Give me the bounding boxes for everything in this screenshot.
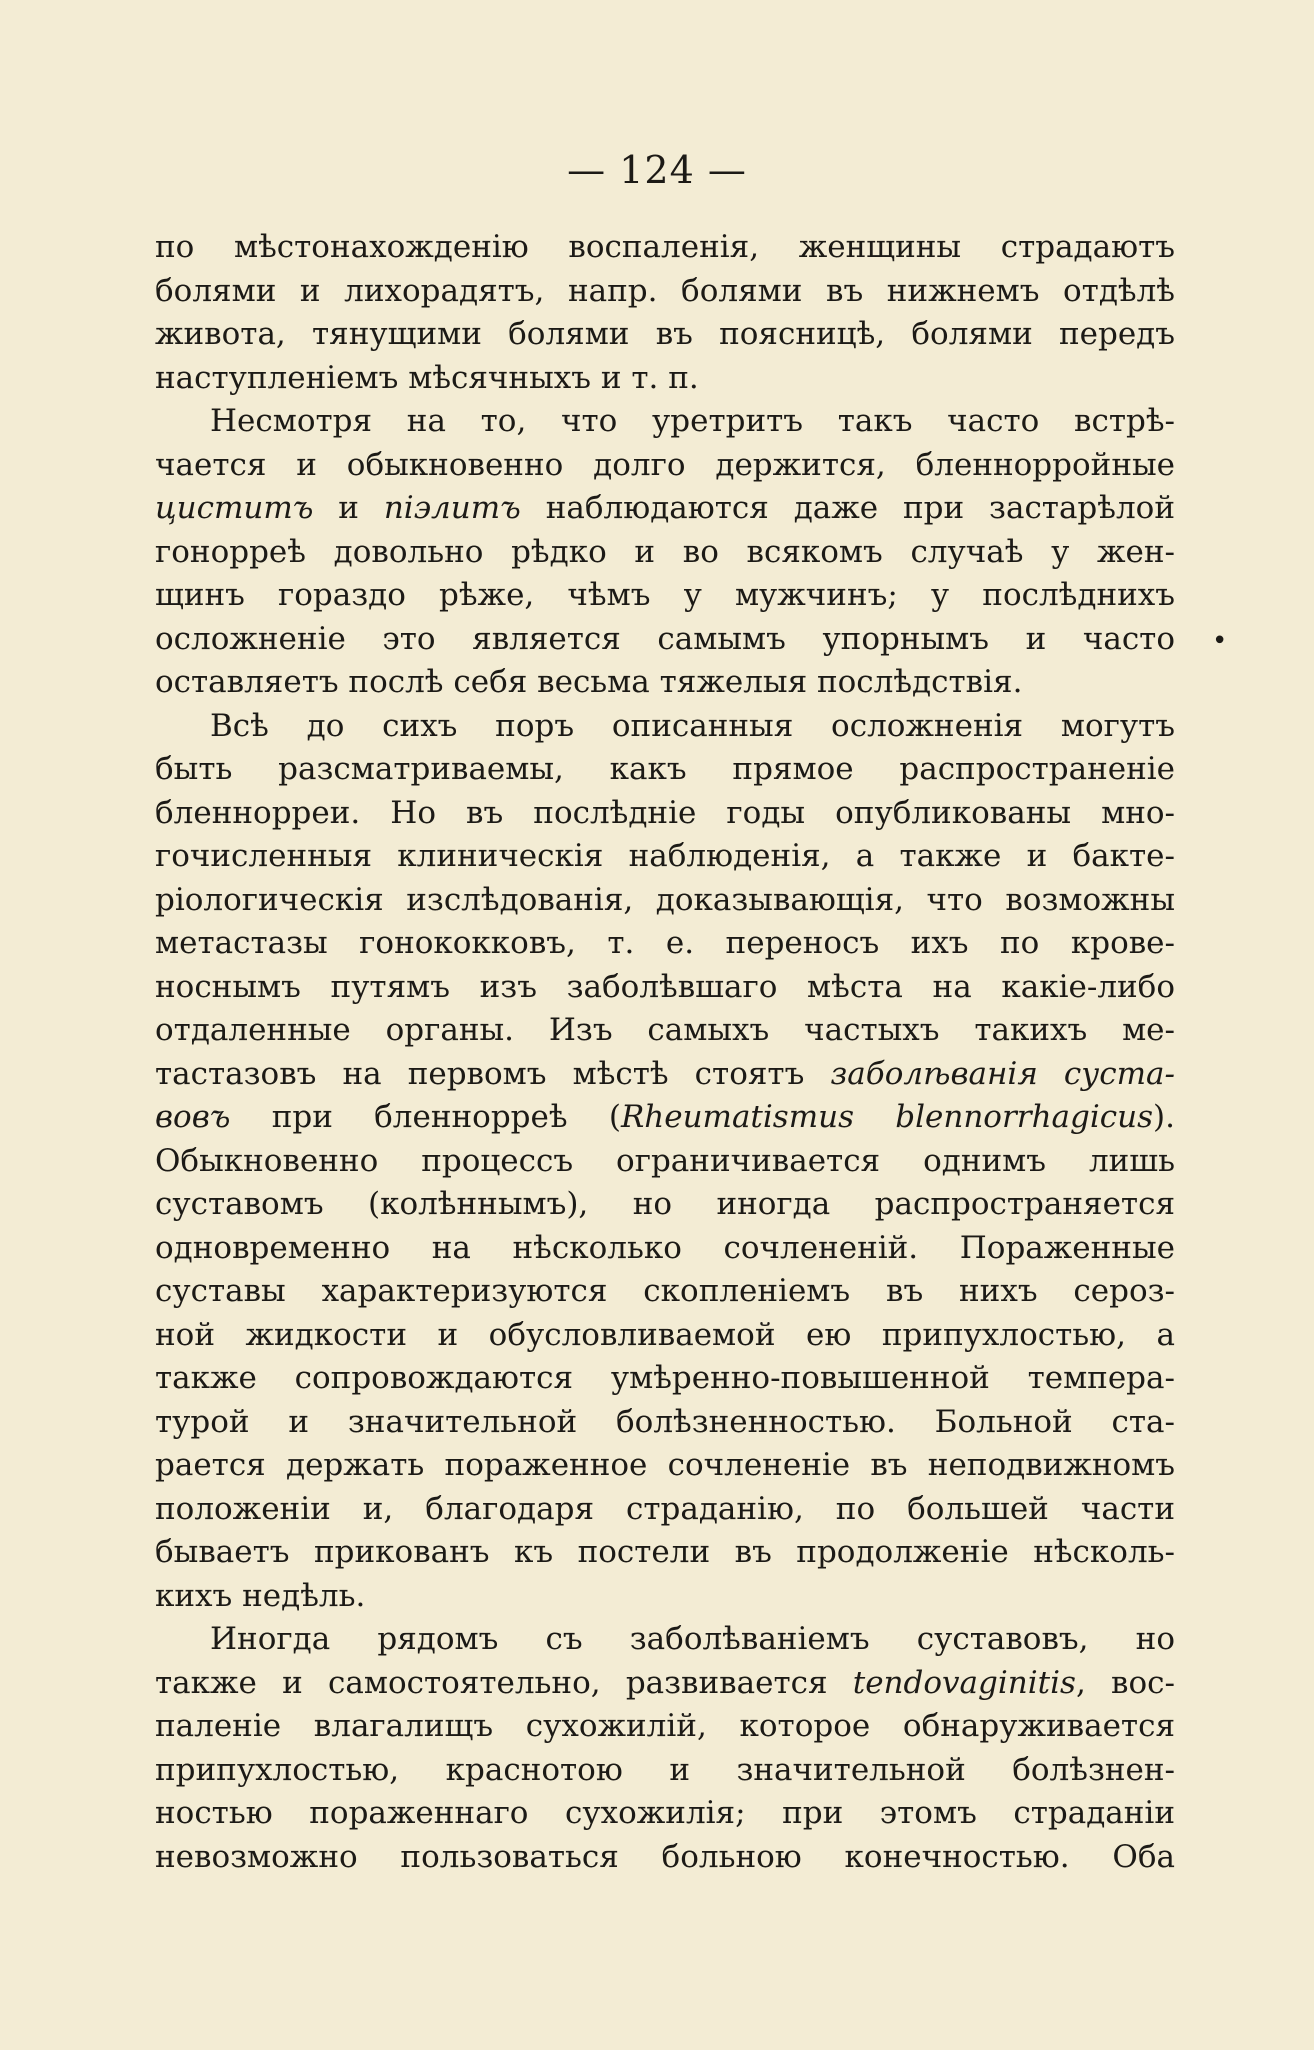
text-run: наблюдаются даже при застарѣлой [520, 490, 1175, 526]
text-run: при бленнорреѣ ( [230, 1099, 621, 1135]
text-line [155, 1270, 1175, 1314]
text-run: наступленіемъ мѣсячныхъ и т. п. [155, 359, 699, 396]
text-line [155, 748, 1175, 792]
text-line [155, 1792, 1175, 1836]
text-run: отдаленные органы. Изъ самыхъ частыхъ такихъ ме- [155, 1012, 1175, 1048]
text-line [155, 226, 1175, 270]
text-run: Обыкновенно процессъ ограничивается однимъ лишь [155, 1142, 1175, 1179]
text-line [155, 1140, 1175, 1184]
text-line [155, 661, 1175, 705]
text-run: суставы характеризуются скопленіемъ въ нихъ сероз- [155, 1273, 1175, 1309]
text-run: быть разсматриваемы, какъ прямое распространеніе [155, 751, 1175, 787]
text-run: гонорреѣ довольно рѣдко и во всякомъ случаѣ у жен- [155, 533, 1175, 570]
text-run: положеніи и, благодаря страданію, по большей части [155, 1490, 1175, 1527]
text-run: по мѣстонахожденію воспаленія, женщины страдаютъ [155, 229, 1175, 265]
italic-term: циститъ [155, 490, 314, 526]
text-line [155, 792, 1175, 836]
text-run: метастазы гонококковъ, т. е. переносъ ихъ по крове- [155, 925, 1175, 961]
italic-term: Rheumatismus blennorrhagicus [620, 1099, 1154, 1135]
text-run: чается и обыкновенно долго держится, бленнорройные [155, 446, 1175, 483]
text-line [155, 1444, 1175, 1488]
text-line [155, 705, 1175, 749]
text-run: паленіе влагалищъ сухожилій, которое обнаруживается [155, 1708, 1175, 1744]
text-line [155, 1009, 1175, 1053]
text-run: суставомъ (колѣннымъ), но иногда распространяется [155, 1186, 1175, 1222]
text-line [155, 1053, 1175, 1097]
text-line [155, 487, 1175, 531]
text-line [155, 531, 1175, 575]
text-line [155, 1096, 1175, 1140]
text-line [155, 1705, 1175, 1749]
italic-term: вовъ [155, 1099, 231, 1135]
text-run: Иногда рядомъ съ заболѣваніемъ суставовъ, но [210, 1621, 1175, 1657]
text-run: осложненіе это является самымъ упорнымъ и часто [155, 620, 1175, 657]
text-line [155, 835, 1175, 879]
text-run: кихъ недѣль. [155, 1577, 366, 1614]
text-run: Всѣ до сихъ поръ описанныя осложненія могутъ [210, 707, 1175, 744]
text-run: также сопровождаются умѣренно-повышенной темпера- [155, 1360, 1175, 1396]
text-line [155, 1836, 1175, 1880]
text-run: турой и значительной болѣзненностью. Больной ста- [155, 1403, 1175, 1440]
text-line [155, 879, 1175, 923]
text-run: невозможно пользоваться больною конечностью. Оба [155, 1838, 1175, 1875]
text-line [155, 1314, 1175, 1358]
text-run: бленнорреи. Но въ послѣдніе годы опубликованы мно- [155, 794, 1175, 831]
text-run: ріологическія изслѣдованія, доказывающія, что возможны [155, 881, 1175, 918]
text-run: ). [1153, 1099, 1175, 1135]
text-run: ной жидкости и обусловливаемой ею припухлостью, а [155, 1316, 1175, 1353]
text-run: щинъ гораздо рѣже, чѣмъ у мужчинъ; у послѣднихъ [155, 577, 1175, 613]
text-line [155, 1531, 1175, 1575]
text-run: также и самостоятельно, развивается [155, 1664, 853, 1701]
text-line [155, 313, 1175, 357]
text-run: носнымъ путямъ изъ заболѣвшаго мѣста на какіе-либо [155, 968, 1175, 1005]
text-run: ностью пораженнаго сухожилія; при этомъ страданіи [155, 1795, 1175, 1831]
text-run: одновременно на нѣсколько сочлененій. Пораженные [155, 1229, 1175, 1266]
italic-term: заболѣванія суста- [830, 1055, 1175, 1092]
text-run: Несмотря на то, что уретритъ такъ часто встрѣ- [210, 403, 1175, 439]
page-number: — 124 — [567, 148, 747, 192]
body-text [155, 226, 1175, 1879]
text-run: рается держать пораженное сочлененіе въ неподвижномъ [155, 1447, 1175, 1483]
text-run: бываетъ прикованъ къ постели въ продолженіе нѣсколь- [155, 1534, 1175, 1570]
italic-term: піэлитъ [383, 490, 521, 526]
text-run: гочисленныя клиническія наблюденія, а также и бакте- [155, 838, 1175, 874]
text-line [155, 1618, 1175, 1662]
text-line [155, 966, 1175, 1010]
text-line [155, 1488, 1175, 1532]
text-run: , вос- [1075, 1664, 1175, 1701]
text-line [155, 1401, 1175, 1445]
text-run: припухлостью, краснотою и значительной болѣзнен- [155, 1751, 1175, 1788]
text-line [155, 1183, 1175, 1227]
margin-mark: • [1212, 626, 1228, 656]
text-line [155, 618, 1175, 662]
text-line [155, 1357, 1175, 1401]
text-run: болями и лихорадятъ, напр. болями въ нижнемъ отдѣлѣ [155, 272, 1175, 309]
text-run: и [313, 490, 384, 526]
text-line [155, 1749, 1175, 1793]
text-line [155, 1227, 1175, 1271]
text-line [155, 574, 1175, 618]
text-line [155, 922, 1175, 966]
text-line [155, 1662, 1175, 1706]
text-run: оставляетъ послѣ себя весьма тяжелыя послѣдствія. [155, 664, 1023, 700]
text-line [155, 357, 1175, 401]
text-line [155, 1575, 1175, 1619]
text-line [155, 270, 1175, 314]
text-run: тастазовъ на первомъ мѣстѣ стоятъ [155, 1055, 831, 1092]
text-line [155, 400, 1175, 444]
italic-term: tendovaginitis [852, 1664, 1076, 1701]
text-run: живота, тянущими болями въ поясницѣ, болями передъ [155, 316, 1175, 352]
text-line [155, 444, 1175, 488]
